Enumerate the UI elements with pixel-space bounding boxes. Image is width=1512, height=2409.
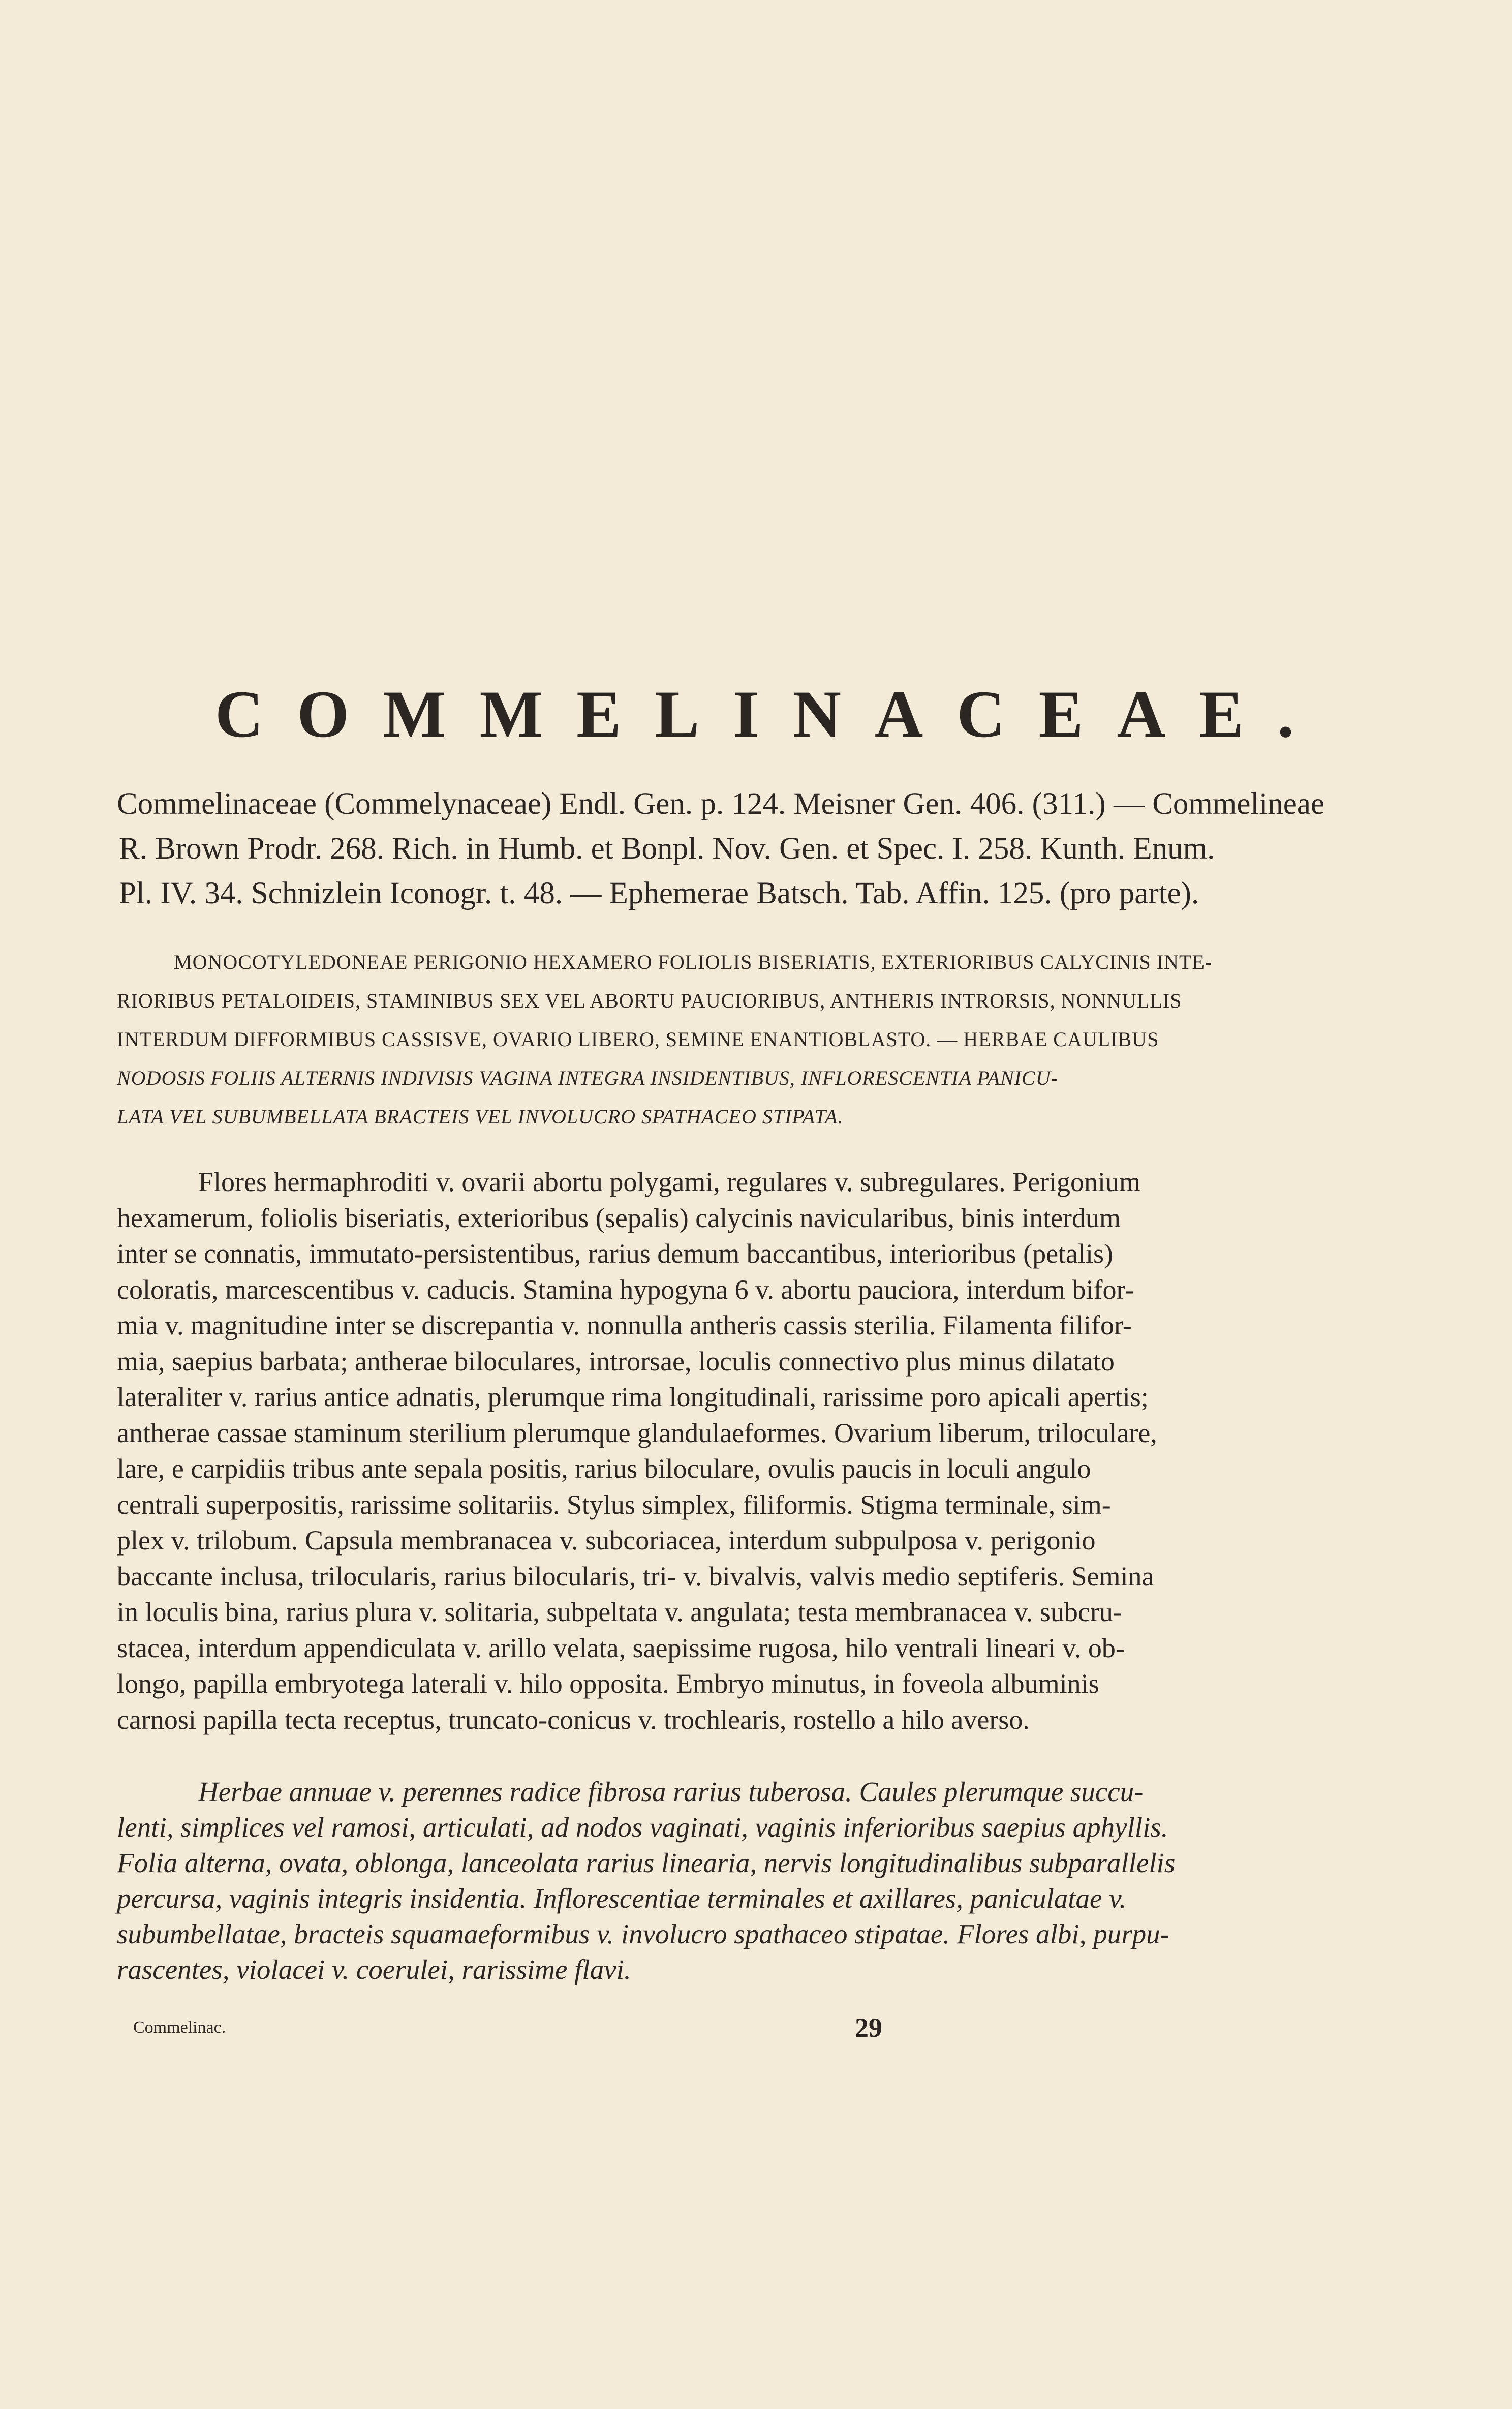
description-line: hexamerum, foliolis biseriatis, exterioribus (sepalis) calycinis navicularibus, binis interdum [117,1202,1121,1233]
description-line: lare, e carpidiis tribus ante sepala positis, rarius biloculare, ovulis paucis in loculi angulo [117,1453,1091,1484]
description-line: baccante inclusa, trilocularis, rarius bilocularis, tri- v. bivalvis, valvis medio septiferis. Semina [117,1561,1154,1592]
description-line: stacea, interdum appendiculata v. arillo velata, saepissime rugosa, hilo ventrali lineari v. ob- [117,1632,1125,1663]
description-line: plex v. trilobum. Capsula membranacea v. subcoriacea, interdum subpulposa v. perigonio [117,1525,1096,1556]
synonymy-line: R. Brown Prodr. 268. Rich. in Humb. et Bonpl. Nov. Gen. et Spec. I. 258. Kunth. Enum. [119,832,1215,866]
description-paragraph [117,1164,1332,1737]
description-line: mia v. magnitudine inter se discrepantia v. nonnulla antheris cassis sterilia. Filamenta filifor- [117,1310,1132,1340]
habit-line: Herbae annuae v. perennes radice fibrosa rarius tuberosa. Caules plerumque succu- [198,1776,1144,1807]
synonymy-line: Pl. IV. 34. Schnizlein Iconogr. t. 48. — Ephemerae Batsch. Tab. Affin. 125. (pro parte). [119,876,1199,910]
description-line: inter se connatis, immutato-persistentibus, rarius demum baccantibus, interioribus (petalis) [117,1238,1114,1269]
diagnosis-line: RIORIBUS PETALOIDEIS, STAMINIBUS SEX VEL ABORTU PAUCIORIBUS, ANTHERIS INTRORSIS, NONNULLIS [117,989,1182,1012]
diagnosis-paragraph [117,943,1332,1136]
page-title: COMMELINACEAE. [214,677,1328,751]
description-line: coloratis, marcescentibus v. caducis. Stamina hypogyna 6 v. abortu pauciora, interdum bifor- [117,1274,1134,1305]
description-line: centrali superpositis, rarissime solitariis. Stylus simplex, filiformis. Stigma terminale, sim- [117,1489,1111,1520]
diagnosis-line: MONOCOTYLEDONEAE PERIGONIO HEXAMERO FOLIOLIS BISERIATIS, EXTERIORIBUS CALYCINIS INTE- [174,951,1213,973]
description-line: carnosi papilla tecta receptus, truncato-conicus v. trochlearis, rostello a hilo averso. [117,1704,1030,1735]
description-line: in loculis bina, rarius plura v. solitaria, subpeltata v. angulata; testa membranacea v. subcru- [117,1597,1122,1627]
signature-mark: Commelinac. [133,2018,226,2037]
habit-line: Folia alterna, ovata, oblonga, lanceolata rarius linearia, nervis longitudinalibus subparallelis [117,1847,1176,1878]
habit-line: rascentes, violacei v. coerulei, rarissime flavi. [117,1954,631,1985]
description-line: mia, saepius barbata; antherae biloculares, introrsae, loculis connectivo plus minus dilatato [117,1346,1115,1377]
description-line: longo, papilla embryotega laterali v. hilo opposita. Embryo minutus, in foveola albuminis [117,1668,1099,1699]
diagnosis-line: NODOSIS FOLIIS ALTERNIS INDIVISIS VAGINA INTEGRA INSIDENTIBUS, INFLORESCENTIA PANICU- [117,1066,1058,1089]
synonymy-paragraph [117,782,1332,916]
diagnosis-line: INTERDUM DIFFORMIBUS CASSISVE, OVARIO LIBERO, SEMINE ENANTIOBLASTO. — HERBAE CAULIBUS [117,1028,1159,1051]
habit-line: subumbellatae, bracteis squamaeformibus v. involucro spathaceo stipatae. Flores albi, purpu- [117,1918,1169,1949]
habit-line: percursa, vaginis integris insidentia. Inflorescentiae terminales et axillares, paniculatae v. [117,1883,1127,1914]
description-line: Flores hermaphroditi v. ovarii abortu polygami, regulares v. subregulares. Perigonium [198,1167,1141,1197]
habit-paragraph [117,1774,1332,1988]
synonymy-line: Commelinaceae (Commelynaceae) Endl. Gen. p. 124. Meisner Gen. 406. (311.) — Commelineae [117,787,1325,821]
page-number: 29 [855,2012,882,2043]
description-line: lateraliter v. rarius antice adnatis, plerumque rima longitudinali, rarissime poro apicali apertis; [117,1382,1149,1412]
habit-line: lenti, simplices vel ramosi, articulati, ad nodos vaginati, vaginis inferioribus saepius aphyllis. [117,1812,1168,1843]
description-line: antherae cassae staminum sterilium plerumque glandulaeformes. Ovarium liberum, triloculare, [117,1417,1157,1448]
diagnosis-line: LATA VEL SUBUMBELLATA BRACTEIS VEL INVOLUCRO SPATHACEO STIPATA. [117,1105,844,1128]
